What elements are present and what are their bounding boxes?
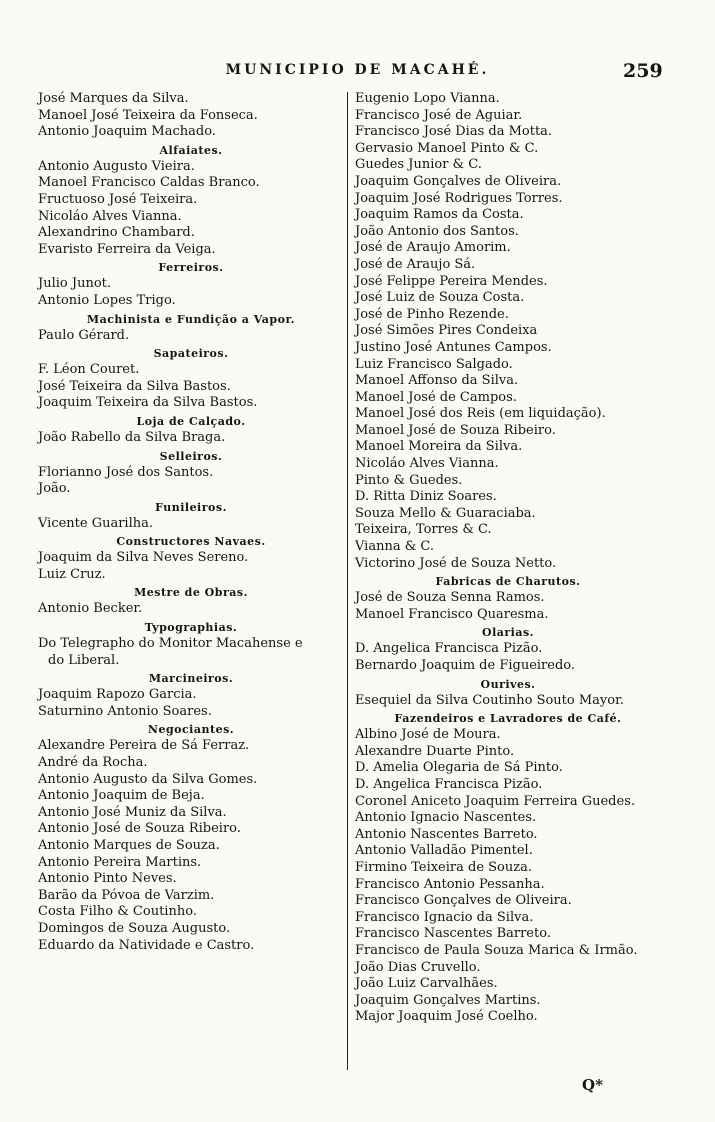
list-item: José de Souza Senna Ramos.: [355, 590, 545, 606]
list-item: Antonio José de Souza Ribeiro.: [38, 821, 241, 837]
list-item: Nicoláo Alves Vianna.: [355, 456, 499, 472]
section-heading: Typographias.: [144, 621, 238, 635]
list-item: Victorino José de Souza Netto.: [355, 555, 557, 571]
list-item: Pinto & Guedes.: [355, 472, 463, 488]
list-item: Evaristo Ferreira da Veiga.: [38, 241, 216, 257]
section-heading: Selleiros.: [159, 449, 223, 463]
list-item: Joaquim José Rodrigues Torres.: [355, 190, 563, 206]
section-heading: Funileiros.: [155, 500, 227, 514]
list-item: Francisco José de Aguiar.: [355, 107, 523, 123]
list-item: Francisco Gonçalves de Oliveira.: [355, 893, 572, 909]
list-item: Antonio José Muniz da Silva.: [38, 804, 227, 820]
list-item: João Dias Cruvello.: [355, 959, 481, 975]
list-item: João Antonio dos Santos.: [355, 223, 519, 239]
list-item: Florianno José dos Santos.: [38, 464, 214, 480]
list-item: Antonio Lopes Trigo.: [38, 292, 176, 308]
list-item: José de Araujo Sá.: [355, 256, 476, 272]
list-item: José Felippe Pereira Mendes.: [355, 273, 548, 289]
list-item: Domingos de Souza Augusto.: [38, 920, 231, 936]
list-item: Manoel José Teixeira da Fonseca.: [38, 107, 258, 123]
list-item: Do Telegrapho do Monitor Macahense e: [38, 636, 303, 652]
section-heading: Ourives.: [480, 677, 536, 691]
list-item: José Marques da Silva.: [38, 91, 189, 106]
list-item: Julio Junot.: [38, 276, 111, 292]
section-heading: Ferreiros.: [158, 261, 224, 275]
section-heading: Fazendeiros e Lavradores de Café.: [394, 712, 622, 726]
list-item: Manoel Francisco Caldas Branco.: [38, 175, 260, 191]
list-item: Manoel José dos Reis (em liquidação).: [355, 406, 606, 422]
list-item: Antonio Valladão Pimentel.: [355, 843, 533, 859]
column-divider: [347, 92, 348, 1070]
list-item: Eduardo da Natividade e Castro.: [38, 937, 255, 953]
list-item: Vianna & C.: [355, 539, 435, 555]
list-item: D. Angelica Francisca Pizão.: [355, 641, 543, 657]
list-item: Joaquim Teixeira da Silva Bastos.: [38, 395, 258, 411]
list-item: Firmino Teixeira de Souza.: [355, 859, 532, 875]
list-item: Antonio Joaquim de Beja.: [38, 788, 205, 804]
list-item: Antonio Ignacio Nascentes.: [355, 810, 537, 826]
list-item: João Rabello da Silva Braga.: [38, 429, 226, 445]
list-item: Paulo Gérard.: [38, 327, 130, 343]
list-item: Nicoláo Alves Vianna.: [38, 208, 182, 224]
list-item: Joaquim Gonçalves de Oliveira.: [355, 173, 562, 189]
list-item: Justino José Antunes Campos.: [355, 339, 552, 355]
section-heading: Negociantes.: [147, 723, 235, 737]
list-item: Antonio Augusto da Silva Gomes.: [38, 771, 258, 787]
list-item: Manoel Affonso da Silva.: [355, 373, 519, 389]
list-item: Manoel Francisco Quaresma.: [355, 606, 549, 622]
list-item: Antonio Becker.: [38, 601, 143, 617]
list-item: D. Amelia Olegaria de Sá Pinto.: [355, 760, 563, 776]
list-item: José Simões Pires Condeixa: [355, 323, 538, 339]
list-item: Souza Mello & Guaraciaba.: [355, 505, 536, 521]
section-heading: Olarias.: [481, 626, 534, 640]
list-item: Joaquim Rapozo Garcia.: [38, 687, 197, 703]
section-heading: Sapateiros.: [153, 347, 229, 361]
list-item: Teixeira, Torres & C.: [355, 522, 492, 538]
list-item: João Luiz Carvalhães.: [355, 976, 498, 992]
list-item: Major Joaquim José Coelho.: [355, 1009, 538, 1025]
signature-mark: Q*: [582, 1076, 603, 1094]
section-heading: Mestre de Obras.: [134, 586, 248, 600]
list-item: Antonio Nascentes Barreto.: [355, 826, 538, 842]
list-item: Saturnino Antonio Soares.: [38, 703, 212, 719]
list-item: do Liberal.: [48, 652, 120, 668]
list-item: D. Angelica Francisca Pizão.: [355, 776, 543, 792]
list-item: Antonio Augusto Vieira.: [38, 158, 195, 174]
list-item: José Luiz de Souza Costa.: [355, 290, 525, 306]
list-item: Manoel José de Campos.: [355, 389, 517, 405]
section-heading: Constructores Navaes.: [116, 535, 266, 549]
list-item: João.: [38, 481, 71, 497]
list-item: Antonio Pinto Neves.: [38, 871, 177, 887]
list-item: Antonio Pereira Martins.: [38, 854, 202, 870]
list-item: Vicente Guarilha.: [38, 515, 154, 531]
list-item: F. Léon Couret.: [38, 362, 140, 378]
section-heading: Machinista e Fundição a Vapor.: [86, 312, 296, 326]
list-item: Francisco Nascentes Barreto.: [355, 926, 551, 942]
list-item: Joaquim Gonçalves Martins.: [355, 992, 541, 1008]
list-item: Fructuoso José Teixeira.: [38, 191, 198, 207]
list-item: José de Pinho Rezende.: [355, 306, 509, 322]
list-item: D. Ritta Diniz Soares.: [355, 489, 497, 505]
list-item: Antonio Marques de Souza.: [38, 838, 220, 853]
list-item: Bernardo Joaquim de Figueiredo.: [355, 658, 576, 673]
list-item: Alexandrino Chambard.: [38, 225, 195, 241]
list-item: Alexandre Duarte Pinto.: [355, 743, 515, 759]
list-item: Manoel Moreira da Silva.: [355, 439, 523, 455]
right-column: [355, 91, 661, 1026]
list-item: Luiz Cruz.: [38, 566, 106, 582]
left-column: [38, 91, 344, 954]
list-item: Francisco de Paula Souza Marica & Irmão.: [355, 942, 638, 958]
list-item: Luiz Francisco Salgado.: [355, 356, 513, 372]
section-heading: Loja de Calçado.: [136, 414, 246, 428]
list-item: Eugenio Lopo Vianna.: [355, 91, 500, 106]
list-item: Albino José de Moura.: [355, 727, 501, 743]
list-item: Joaquim Ramos da Costa.: [355, 207, 524, 223]
list-item: Francisco Antonio Pessanha.: [355, 876, 545, 892]
list-item: André da Rocha.: [38, 755, 148, 771]
list-item: Guedes Junior & C.: [355, 157, 482, 173]
section-heading: Marcineiros.: [148, 672, 234, 686]
section-heading: Alfaiates.: [159, 143, 223, 157]
list-item: Francisco José Dias da Motta.: [355, 124, 553, 140]
list-item: Coronel Aniceto Joaquim Ferreira Guedes.: [355, 793, 635, 809]
page-title: MUNICIPIO DE MACAHÉ.: [225, 62, 490, 78]
list-item: Manoel José de Souza Ribeiro.: [355, 422, 556, 438]
list-item: José de Araujo Amorim.: [355, 240, 511, 256]
section-heading: Fabricas de Charutos.: [435, 575, 581, 589]
list-item: Barão da Póvoa de Varzim.: [38, 887, 215, 903]
list-item: Costa Filho & Coutinho.: [38, 904, 197, 920]
page-number: 259: [623, 60, 663, 82]
list-item: Joaquim da Silva Neves Sereno.: [38, 550, 249, 566]
list-item: Esequiel da Silva Coutinho Souto Mayor.: [355, 692, 625, 708]
list-item: José Teixeira da Silva Bastos.: [38, 378, 231, 394]
list-item: Francisco Ignacio da Silva.: [355, 909, 534, 925]
list-item: Alexandre Pereira de Sá Ferraz.: [38, 738, 250, 754]
list-item: Antonio Joaquim Machado.: [38, 124, 216, 140]
list-item: Gervasio Manoel Pinto & C.: [355, 140, 539, 156]
